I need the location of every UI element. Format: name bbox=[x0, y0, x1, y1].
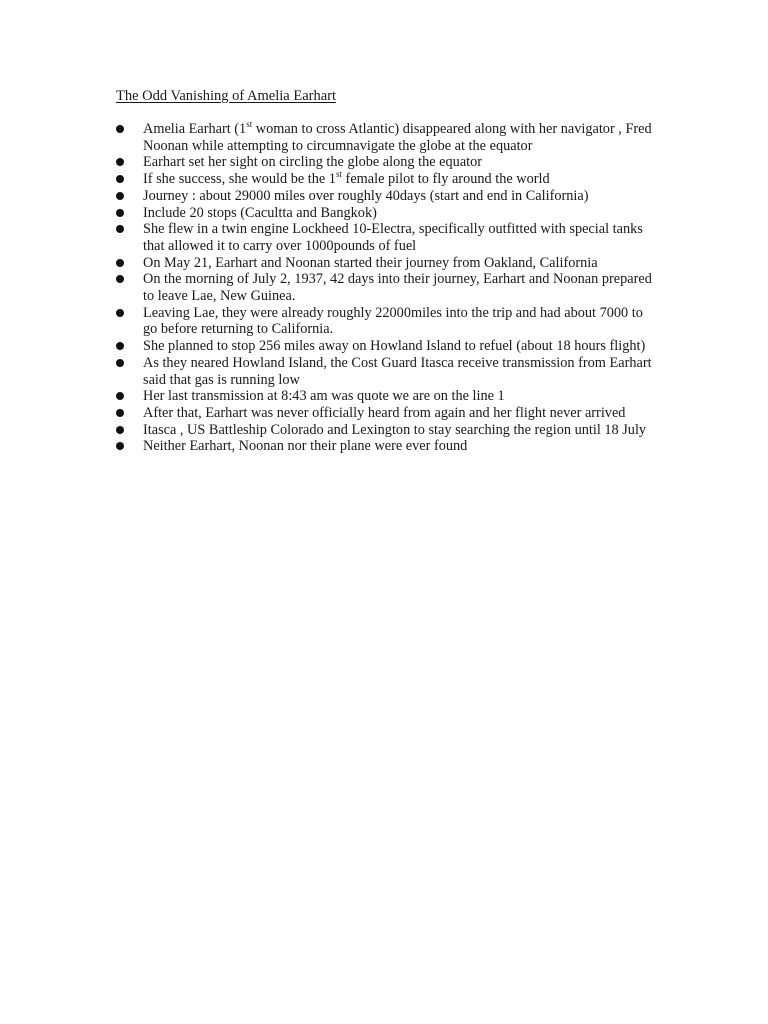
bullet-item bbox=[116, 305, 656, 338]
bullet-text-segment: Amelia Earhart (1 bbox=[143, 121, 247, 137]
bullet-icon bbox=[116, 275, 124, 283]
bullet-item bbox=[116, 188, 656, 205]
bullet-text-segment: Her last transmission at 8:43 am was quote we are on the line 1 bbox=[143, 388, 505, 405]
bullet-item bbox=[116, 121, 656, 154]
bullet-icon bbox=[116, 175, 124, 183]
document-title: The Odd Vanishing of Amelia Earhart bbox=[116, 88, 336, 104]
ordinal-superscript: st bbox=[335, 169, 342, 180]
bullet-text-segment: Leaving Lae, they were already roughly 22000miles into the trip and had about 7000 to go before returning to California. bbox=[143, 304, 643, 338]
bullet-text bbox=[143, 355, 656, 388]
bullet-list bbox=[116, 121, 656, 455]
bullet-text-segment: After that, Earhart was never officially heard from again and her flight never arrived bbox=[143, 404, 626, 421]
bullet-text-segment: Earhart set her sight on circling the globe along the equator bbox=[143, 154, 483, 171]
bullet-text-segment: Include 20 stops (Cacultta and Bangkok) bbox=[143, 204, 377, 221]
bullet-text-segment: She planned to stop 256 miles away on Howland Island to refuel (about 18 hours flight) bbox=[143, 338, 646, 355]
bullet-item bbox=[116, 338, 656, 355]
bullet-item bbox=[116, 271, 656, 304]
bullet-text bbox=[143, 188, 656, 205]
bullet-text-segment: female pilot to fly around the world bbox=[341, 171, 550, 188]
bullet-item bbox=[116, 355, 656, 388]
bullet-item bbox=[116, 438, 656, 455]
bullet-item bbox=[116, 154, 656, 171]
bullet-item bbox=[116, 205, 656, 222]
bullet-icon bbox=[116, 225, 124, 233]
bullet-icon bbox=[116, 409, 124, 417]
bullet-text-segment: On May 21, Earhart and Noonan started their journey from Oakland, California bbox=[143, 254, 598, 271]
bullet-item bbox=[116, 388, 656, 405]
bullet-text-segment: woman to cross Atlantic) disappeared along with her navigator , Fred Noonan while attempting to circumnavigate the globe at the equator bbox=[143, 121, 652, 154]
bullet-icon bbox=[116, 359, 124, 367]
bullet-item bbox=[116, 255, 656, 272]
bullet-text bbox=[143, 205, 656, 222]
bullet-text-segment: As they neared Howland Island, the Cost Guard Itasca receive transmission from Earhart said that gas is running low bbox=[143, 354, 652, 388]
bullet-text-segment: Itasca , US Battleship Colorado and Lexington to stay searching the region until 18 July bbox=[143, 421, 647, 438]
bullet-text bbox=[143, 405, 656, 422]
bullet-text-segment: Journey : about 29000 miles over roughly 40days (start and end in California) bbox=[143, 187, 589, 204]
bullet-text bbox=[143, 154, 656, 171]
bullet-item bbox=[116, 405, 656, 422]
bullet-text bbox=[143, 121, 656, 154]
bullet-icon bbox=[116, 125, 124, 133]
bullet-text bbox=[143, 255, 656, 272]
bullet-text-segment: Neither Earhart, Noonan nor their plane were ever found bbox=[143, 438, 468, 455]
bullet-item bbox=[116, 422, 656, 439]
bullet-item bbox=[116, 221, 656, 254]
ordinal-superscript: st bbox=[246, 119, 253, 129]
bullet-text bbox=[143, 422, 656, 439]
bullet-text bbox=[143, 271, 656, 304]
bullet-text bbox=[143, 438, 656, 455]
bullet-text bbox=[143, 388, 656, 405]
bullet-text bbox=[143, 338, 656, 355]
bullet-icon bbox=[116, 192, 124, 200]
bullet-icon bbox=[116, 426, 124, 434]
bullet-text bbox=[143, 221, 656, 254]
bullet-text bbox=[143, 171, 656, 188]
bullet-text-segment: If she success, she would be the 1 bbox=[143, 171, 336, 188]
bullet-icon bbox=[116, 209, 124, 217]
bullet-icon bbox=[116, 442, 124, 450]
bullet-icon bbox=[116, 392, 124, 400]
bullet-icon bbox=[116, 309, 124, 317]
bullet-text bbox=[143, 305, 656, 338]
bullet-icon bbox=[116, 259, 124, 267]
bullet-text-segment: On the morning of July 2, 1937, 42 days into their journey, Earhart and Noonan prepared to leave Lae, New Guinea. bbox=[143, 271, 652, 305]
bullet-icon bbox=[116, 158, 124, 166]
bullet-item bbox=[116, 171, 656, 188]
bullet-text-segment: She flew in a twin engine Lockheed 10-Electra, specifically outfitted with special tanks that allowed it to carry over 1000pounds of fuel bbox=[143, 221, 643, 254]
bullet-icon bbox=[116, 342, 124, 350]
